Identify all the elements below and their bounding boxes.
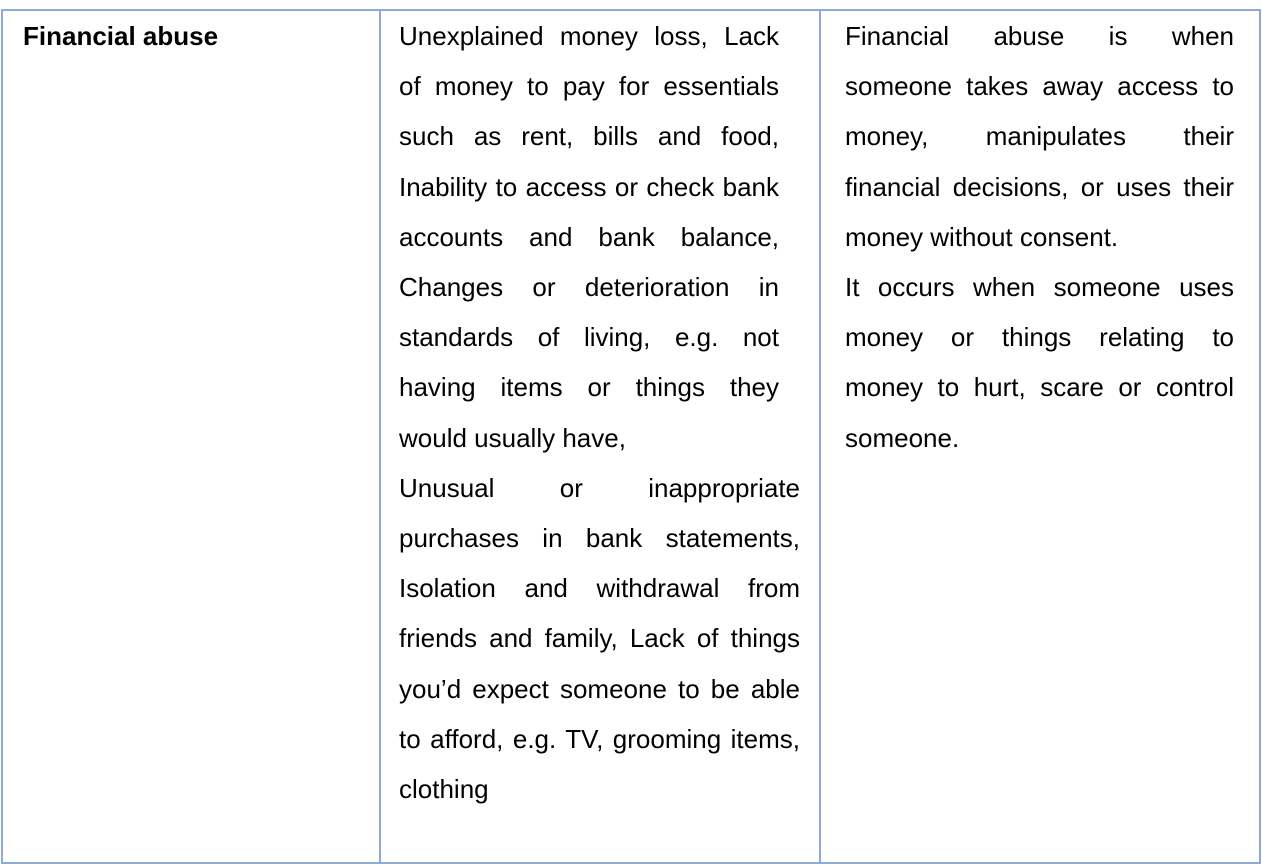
abuse-definition-cell bbox=[820, 10, 1260, 863]
signs-paragraph-1: Unexplained money loss, Lack of money to pay for essentials such as rent, bills and food, Inability to access or check bank accounts and bank balance, Changes or deterioration in standards of living, e.g. not having items or things they would usually have, bbox=[399, 21, 779, 453]
definition-paragraph-2: It occurs when someone uses money or things relating to money to hurt, scare or control someone. bbox=[845, 272, 1234, 453]
definition-paragraph-1: Financial abuse is when someone takes away access to money, manipulates their financial decisions, or uses their money without consent. bbox=[845, 21, 1234, 252]
signs-paragraph-2: Unusual or inappropriate purchases in bank statements, Isolation and withdrawal from friends and family, Lack of things you’d expect someone to be able to afford, e.g. TV, grooming items, clothing bbox=[399, 472, 800, 805]
abuse-category-label: Financial abuse bbox=[23, 21, 219, 51]
abuse-category-cell bbox=[2, 10, 380, 863]
table-row bbox=[2, 10, 1260, 863]
abuse-types-table bbox=[1, 9, 1261, 864]
abuse-signs-cell bbox=[380, 10, 820, 863]
